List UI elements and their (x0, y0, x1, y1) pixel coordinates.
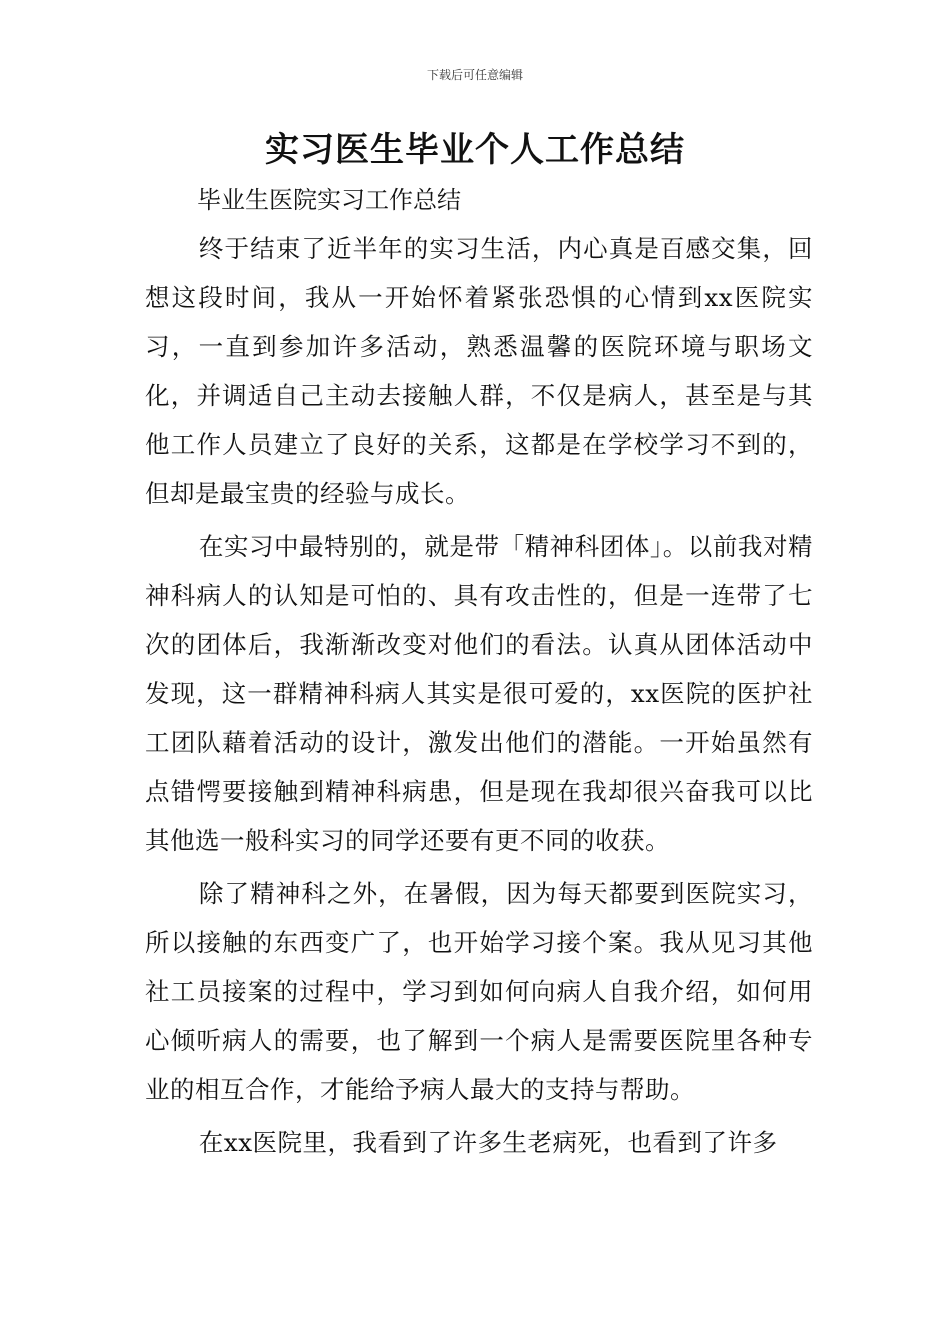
paragraph-1: 终于结束了近半年的实习生活，内心真是百感交集，回想这段时间，我从一开始怀着紧张恐惧的心情到xx医院实习，一直到参加许多活动，熟悉温馨的医院环境与职场文化，并调适自己主动去接触人群，不仅是病人，甚至是与其他工作人员建立了良好的关系，这都是在学校学习不到的，但却是最宝贵的经验与成长。 (145, 234, 813, 508)
paragraph-3: 除了精神科之外，在暑假，因为每天都要到医院实习，所以接触的东西变广了，也开始学习接个案。我从见习其他社工员接案的过程中，学习到如何向病人自我介绍，如何用心倾听病人的需要，也了解到一个病人是需要医院里各种专业的相互合作，才能给予病人最大的支持与帮助。 (145, 879, 813, 1104)
document-title: 实习医生毕业个人工作总结 (265, 130, 685, 170)
document-subtitle: 毕业生医院实习工作总结 (197, 186, 461, 214)
header-note: 下载后可任意编辑 (426, 68, 523, 82)
paragraph-2: 在实习中最特别的，就是带「精神科团体」。以前我对精神科病人的认知是可怕的、具有攻击性的，但是一连带了七次的团体后，我渐渐改变对他们的看法。认真从团体活动中发现，这一群精神科病人其实是很可爱的，xx医院的医护社工团队藉着活动的设计，激发出他们的潜能。一开始虽然有点错愕要接触到精神科病患，但是现在我却很兴奋我可以比其他选一般科实习的同学还要有更不同的收获。 (145, 532, 813, 855)
paragraph-4: 在xx医院里，我看到了许多生老病死，也看到了许多 (198, 1128, 778, 1157)
document-body (145, 224, 813, 1167)
